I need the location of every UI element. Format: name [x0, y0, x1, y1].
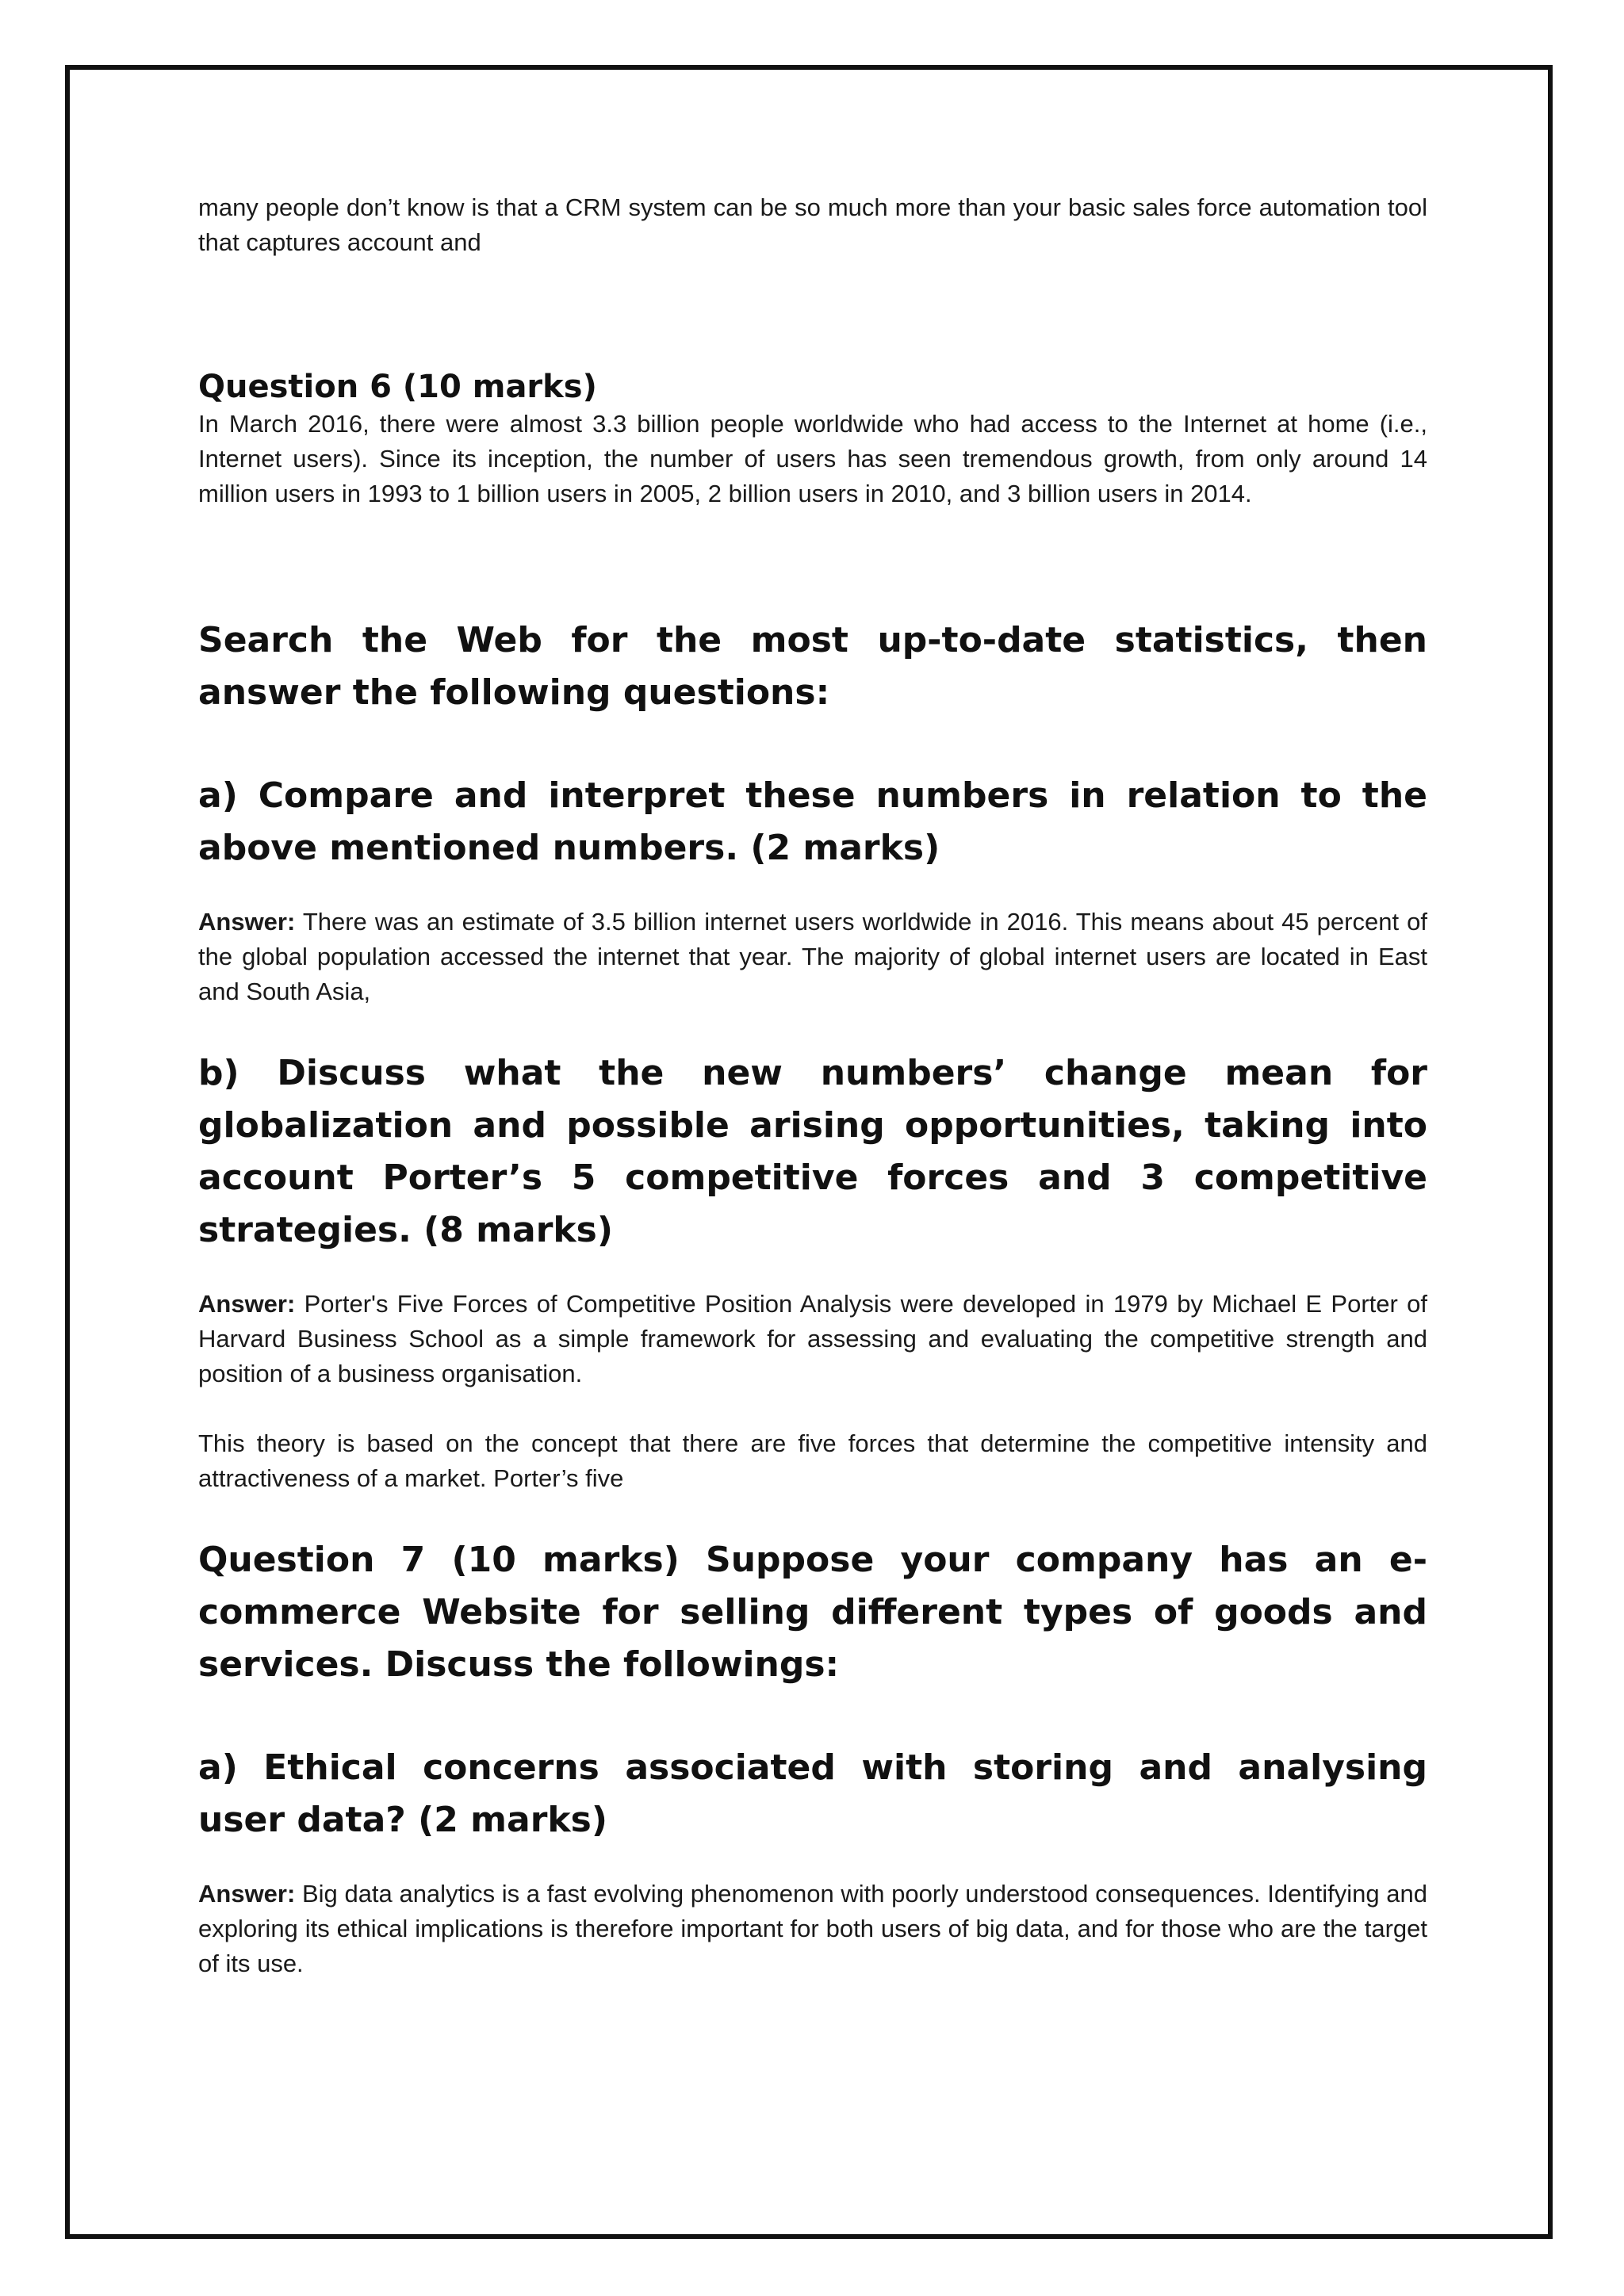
- question-7a-answer: [198, 1877, 1427, 1981]
- question-7-heading: Question 7 (10 marks) Suppose your company has an e-commerce Website for selling different types of goods and services. Discuss the followings:: [198, 1540, 1427, 1685]
- question-6a-answer: [198, 905, 1427, 1009]
- answer-label: Answer:: [198, 908, 296, 936]
- answer-label: Answer:: [198, 1290, 296, 1318]
- intro-paragraph: many people don’t know is that a CRM system can be so much more than your basic sales force automation tool that captures account and: [198, 193, 1427, 256]
- question-7a-heading: a) Ethical concerns associated with storing and analysing user data? (2 marks): [198, 1747, 1427, 1840]
- question-6b-answer: [198, 1287, 1427, 1391]
- question-6-body: In March 2016, there were almost 3.3 billion people worldwide who had access to the Internet at home (i.e., Internet users). Since its inception, the number of users has seen tremendous growth, from only around 14 million users in 1993 to 1 billion users in 2005, 2 billion users in 2010, and 3 billion users in 2014.: [198, 410, 1427, 507]
- question-6-heading: Question 6 (10 marks): [198, 369, 597, 405]
- question-6b-answer-continued: This theory is based on the concept that there are five forces that determine the competitive intensity and attractiveness of a market. Porter’s five: [198, 1429, 1427, 1492]
- question-6-instruction: Search the Web for the most up-to-date statistics, then answer the following questions:: [198, 620, 1427, 713]
- answer-text: Big data analytics is a fast evolving phenomenon with poorly understood consequences. Identifying and exploring its ethical implications is therefore important for both users of big data, and for those who are the target of its use.: [198, 1880, 1427, 1977]
- question-6a-heading: a) Compare and interpret these numbers in relation to the above mentioned numbers. (2 marks): [198, 775, 1427, 868]
- question-6b-heading: b) Discuss what the new numbers’ change mean for globalization and possible arising opportunities, taking into account Porter’s 5 competitive forces and 3 competitive strategies. (8 marks): [198, 1053, 1427, 1250]
- answer-text: Porter's Five Forces of Competitive Position Analysis were developed in 1979 by Michael E Porter of Harvard Business School as a simple framework for assessing and evaluating the competitive strength and position of a business organisation.: [198, 1290, 1427, 1387]
- answer-text: There was an estimate of 3.5 billion internet users worldwide in 2016. This means about 45 percent of the global population accessed the internet that year. The majority of global internet users are located in East and South Asia,: [198, 908, 1427, 1005]
- answer-label: Answer:: [198, 1880, 296, 1908]
- document-body: [198, 190, 1427, 1981]
